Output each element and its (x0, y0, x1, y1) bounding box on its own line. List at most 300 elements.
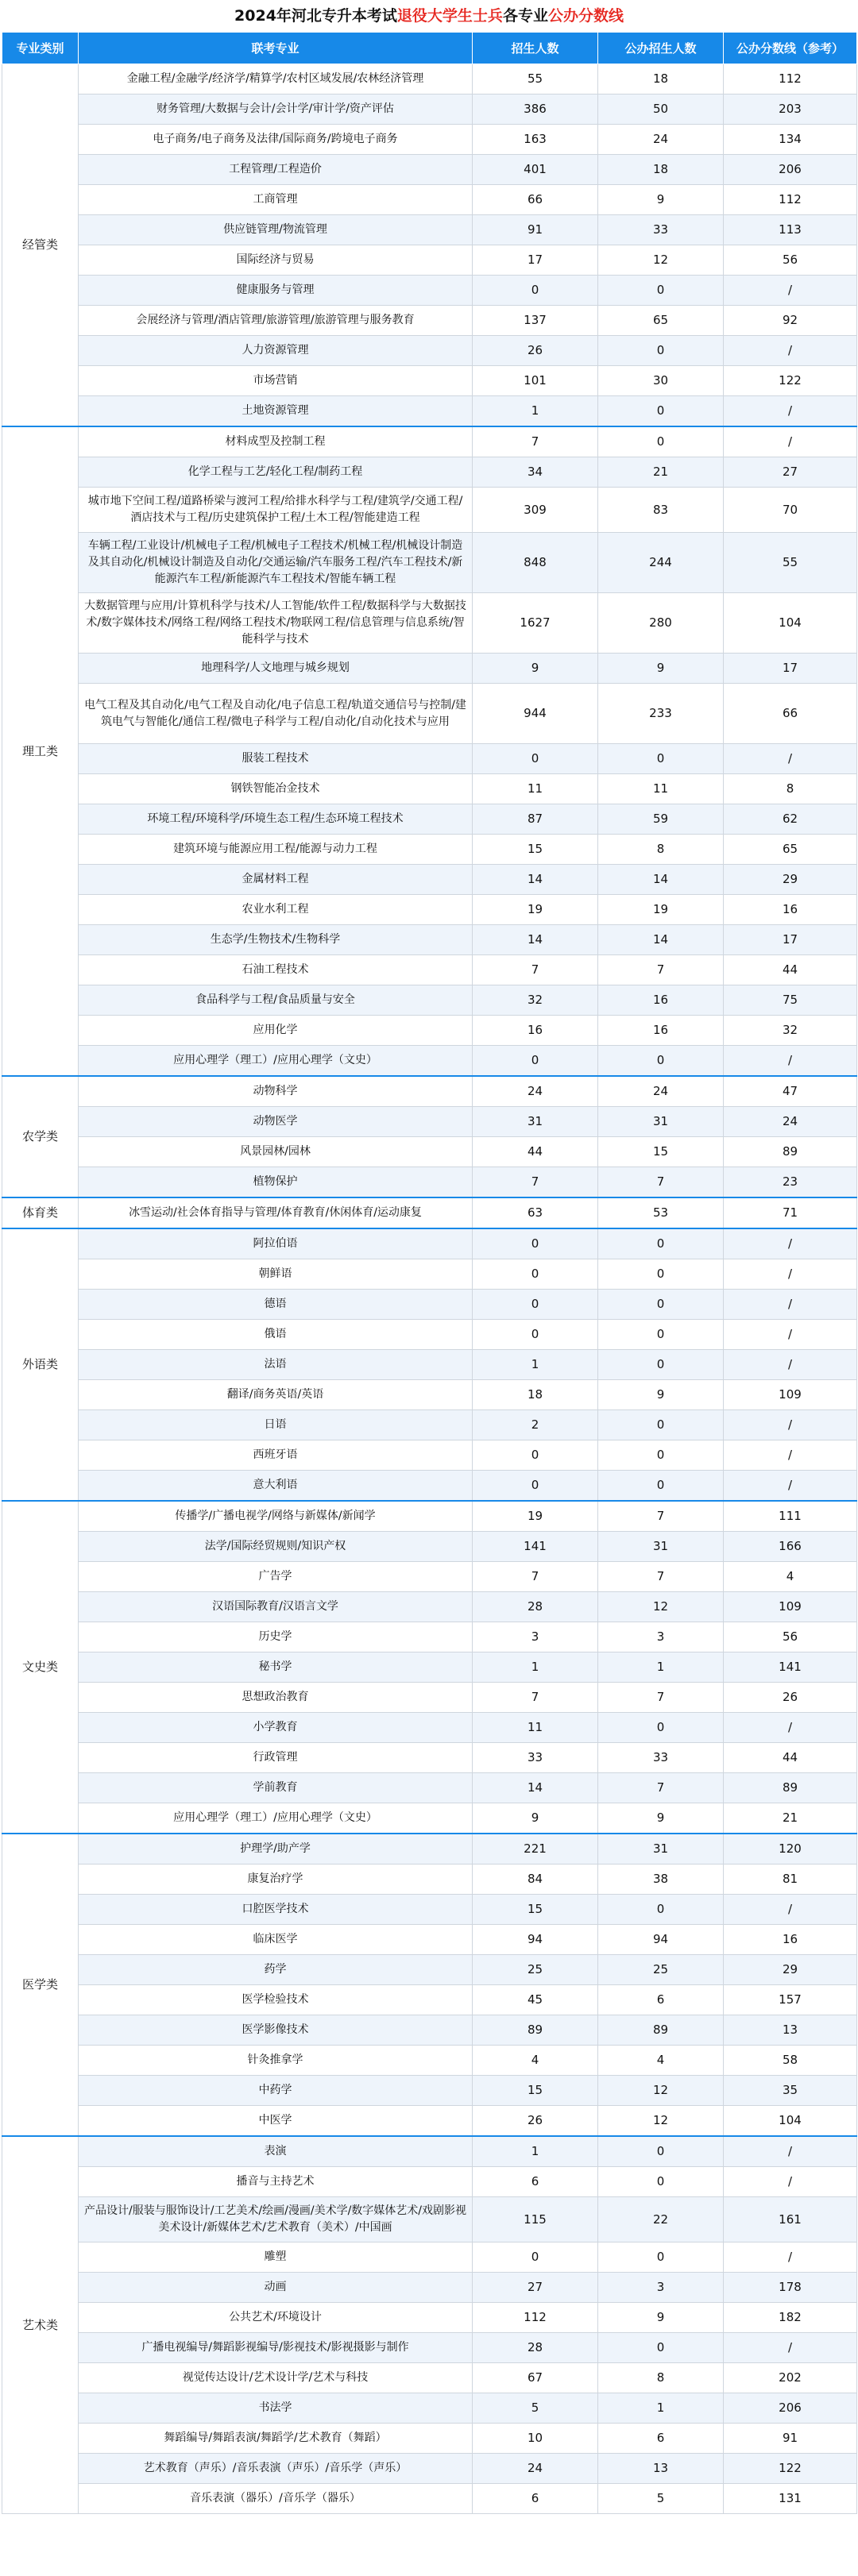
table-row (2, 1016, 857, 1046)
public-score-cell: 71 (724, 1197, 857, 1228)
public-enroll-cell: 12 (598, 1592, 724, 1622)
public-score-cell: 122 (724, 366, 857, 396)
category-cell: 理工类 (2, 426, 79, 1076)
table-row (2, 985, 857, 1016)
public-score-cell: 35 (724, 2076, 857, 2106)
enroll-cell: 3 (473, 1622, 598, 1652)
public-score-cell: 182 (724, 2303, 857, 2333)
table-row (2, 1471, 857, 1502)
public-score-cell: 131 (724, 2484, 857, 2514)
public-enroll-cell: 65 (598, 306, 724, 336)
category-cell: 经管类 (2, 64, 79, 427)
enroll-cell: 0 (473, 1290, 598, 1320)
major-cell: 针灸推拿学 (79, 2046, 473, 2076)
enroll-cell: 94 (473, 1925, 598, 1955)
major-cell: 大数据管理与应用/计算机科学与技术/人工智能/软件工程/数据科学与大数据技术/数字媒体技术/网络工程/网络工程技术/物联网工程/信息管理与信息系统/智能科学与技术 (79, 593, 473, 654)
public-enroll-cell: 1 (598, 1652, 724, 1683)
major-cell: 小学教育 (79, 1713, 473, 1743)
public-enroll-cell: 50 (598, 94, 724, 125)
major-cell: 学前教育 (79, 1773, 473, 1803)
public-enroll-cell: 8 (598, 2363, 724, 2393)
enroll-cell: 15 (473, 835, 598, 865)
table-row (2, 2333, 857, 2363)
major-cell: 书法学 (79, 2393, 473, 2424)
major-cell: 意大利语 (79, 1471, 473, 1502)
major-cell: 视觉传达设计/艺术设计学/艺术与科技 (79, 2363, 473, 2393)
enroll-cell: 1 (473, 2136, 598, 2167)
public-enroll-cell: 7 (598, 1683, 724, 1713)
public-score-cell: 157 (724, 1985, 857, 2015)
enroll-cell: 11 (473, 774, 598, 804)
major-cell: 化学工程与工艺/轻化工程/制药工程 (79, 457, 473, 488)
enroll-cell: 24 (473, 1076, 598, 1107)
public-enroll-cell: 31 (598, 1107, 724, 1137)
table-row (2, 2076, 857, 2106)
public-enroll-cell: 0 (598, 1895, 724, 1925)
public-enroll-cell: 59 (598, 804, 724, 835)
public-enroll-cell: 0 (598, 1410, 724, 1440)
public-score-cell: 122 (724, 2454, 857, 2484)
public-score-cell: / (724, 1895, 857, 1925)
table-row (2, 1834, 857, 1865)
public-enroll-cell: 233 (598, 684, 724, 744)
public-enroll-cell: 33 (598, 215, 724, 245)
enroll-cell: 31 (473, 1107, 598, 1137)
public-enroll-cell: 16 (598, 985, 724, 1016)
public-score-cell: / (724, 1320, 857, 1350)
public-enroll-cell: 14 (598, 925, 724, 955)
table-row (2, 1592, 857, 1622)
enroll-cell: 112 (473, 2303, 598, 2333)
table-row (2, 1622, 857, 1652)
public-enroll-cell: 18 (598, 155, 724, 185)
major-cell: 德语 (79, 1290, 473, 1320)
title-highlight-soldier: 退役大学生士兵 (396, 7, 503, 25)
major-cell: 传播学/广播电视学/网络与新媒体/新闻学 (79, 1501, 473, 1532)
public-enroll-cell: 9 (598, 654, 724, 684)
public-score-cell: 21 (724, 1803, 857, 1834)
public-score-cell: / (724, 1410, 857, 1440)
table-row (2, 1683, 857, 1713)
table-row (2, 2242, 857, 2273)
public-enroll-cell: 12 (598, 2106, 724, 2137)
public-score-cell: / (724, 1713, 857, 1743)
enroll-cell: 7 (473, 1562, 598, 1592)
public-enroll-cell: 21 (598, 457, 724, 488)
enroll-cell: 84 (473, 1865, 598, 1895)
table-row (2, 654, 857, 684)
public-score-cell: 120 (724, 1834, 857, 1865)
public-score-cell: / (724, 1228, 857, 1259)
public-score-cell: 26 (724, 1683, 857, 1713)
public-enroll-cell: 83 (598, 488, 724, 533)
table-row (2, 1320, 857, 1350)
major-cell: 土地资源管理 (79, 396, 473, 427)
table-row (2, 865, 857, 895)
major-cell: 艺术教育（声乐）/音乐表演（声乐）/音乐学（声乐） (79, 2454, 473, 2484)
table-row (2, 1955, 857, 1985)
enroll-cell: 14 (473, 865, 598, 895)
enroll-cell: 163 (473, 125, 598, 155)
table-row (2, 1501, 857, 1532)
table-row (2, 1865, 857, 1895)
public-enroll-cell: 31 (598, 1834, 724, 1865)
enroll-cell: 0 (473, 1320, 598, 1350)
major-cell: 行政管理 (79, 1743, 473, 1773)
public-score-cell: 62 (724, 804, 857, 835)
public-enroll-cell: 13 (598, 2454, 724, 2484)
public-score-cell: 56 (724, 245, 857, 276)
public-enroll-cell: 0 (598, 2242, 724, 2273)
public-score-cell: 104 (724, 2106, 857, 2137)
table-row (2, 426, 857, 457)
public-score-cell: 109 (724, 1592, 857, 1622)
public-enroll-cell: 94 (598, 1925, 724, 1955)
public-score-cell: / (724, 2136, 857, 2167)
enroll-cell: 6 (473, 2484, 598, 2514)
enroll-cell: 67 (473, 2363, 598, 2393)
table-row (2, 1895, 857, 1925)
public-score-cell: 8 (724, 774, 857, 804)
enroll-cell: 0 (473, 1440, 598, 1471)
major-cell: 生态学/生物技术/生物科学 (79, 925, 473, 955)
enroll-cell: 17 (473, 245, 598, 276)
header-category: 专业类别 (2, 33, 79, 64)
enroll-cell: 10 (473, 2424, 598, 2454)
table-row (2, 1440, 857, 1471)
major-cell: 食品科学与工程/食品质量与安全 (79, 985, 473, 1016)
public-enroll-cell: 244 (598, 533, 724, 593)
public-enroll-cell: 22 (598, 2197, 724, 2242)
major-cell: 俄语 (79, 1320, 473, 1350)
major-cell: 城市地下空间工程/道路桥梁与渡河工程/给排水科学与工程/建筑学/交通工程/酒店技术与工程/历史建筑保护工程/土木工程/智能建造工程 (79, 488, 473, 533)
major-cell: 应用心理学（理工）/应用心理学（文史） (79, 1046, 473, 1077)
table-row (2, 155, 857, 185)
enroll-cell: 0 (473, 1228, 598, 1259)
public-enroll-cell: 12 (598, 245, 724, 276)
public-score-cell: 206 (724, 155, 857, 185)
public-score-cell: / (724, 2333, 857, 2363)
public-score-cell: 29 (724, 865, 857, 895)
public-enroll-cell: 24 (598, 125, 724, 155)
public-score-cell: 44 (724, 1743, 857, 1773)
major-cell: 思想政治教育 (79, 1683, 473, 1713)
major-cell: 金融工程/金融学/经济学/精算学/农村区域发展/农林经济管理 (79, 64, 473, 94)
public-enroll-cell: 4 (598, 2046, 724, 2076)
major-cell: 服装工程技术 (79, 744, 473, 774)
major-cell: 会展经济与管理/酒店管理/旅游管理/旅游管理与服务教育 (79, 306, 473, 336)
table-body (2, 64, 857, 2514)
table-row (2, 1046, 857, 1077)
public-score-cell: 81 (724, 1865, 857, 1895)
major-cell: 护理学/助产学 (79, 1834, 473, 1865)
enroll-cell: 944 (473, 684, 598, 744)
public-score-cell: 109 (724, 1380, 857, 1410)
public-score-cell: 17 (724, 925, 857, 955)
enroll-cell: 137 (473, 306, 598, 336)
major-cell: 材料成型及控制工程 (79, 426, 473, 457)
major-cell: 翻译/商务英语/英语 (79, 1380, 473, 1410)
public-score-cell: 113 (724, 215, 857, 245)
public-enroll-cell: 3 (598, 2273, 724, 2303)
table-row (2, 2484, 857, 2514)
table-row (2, 2393, 857, 2424)
category-cell: 文史类 (2, 1501, 79, 1834)
public-enroll-cell: 7 (598, 1773, 724, 1803)
public-score-cell: 32 (724, 1016, 857, 1046)
public-score-cell: / (724, 1259, 857, 1290)
enroll-cell: 63 (473, 1197, 598, 1228)
public-score-cell: / (724, 396, 857, 427)
public-score-cell: 16 (724, 1925, 857, 1955)
major-cell: 工程管理/工程造价 (79, 155, 473, 185)
major-cell: 药学 (79, 1955, 473, 1985)
public-score-cell: / (724, 1046, 857, 1077)
table-row (2, 2454, 857, 2484)
public-score-cell: 56 (724, 1622, 857, 1652)
table-row (2, 1925, 857, 1955)
enroll-cell: 14 (473, 1773, 598, 1803)
table-row (2, 396, 857, 427)
public-score-cell: 44 (724, 955, 857, 985)
table-row (2, 1228, 857, 1259)
major-cell: 汉语国际教育/汉语言文学 (79, 1592, 473, 1622)
major-cell: 环境工程/环境科学/环境生态工程/生态环境工程技术 (79, 804, 473, 835)
page-title (0, 0, 858, 32)
table-row (2, 955, 857, 985)
public-score-cell: / (724, 336, 857, 366)
public-enroll-cell: 7 (598, 1167, 724, 1198)
major-cell: 金属材料工程 (79, 865, 473, 895)
public-enroll-cell: 0 (598, 1290, 724, 1320)
enroll-cell: 141 (473, 1532, 598, 1562)
table-row (2, 2273, 857, 2303)
public-score-cell: 13 (724, 2015, 857, 2046)
table-row (2, 925, 857, 955)
major-cell: 产品设计/服装与服饰设计/工艺美术/绘画/漫画/美术学/数字媒体艺术/戏剧影视美术设计/新媒体艺术/艺术教育（美术）/中国画 (79, 2197, 473, 2242)
enroll-cell: 44 (473, 1137, 598, 1167)
public-score-cell: 29 (724, 1955, 857, 1985)
public-enroll-cell: 53 (598, 1197, 724, 1228)
major-cell: 广告学 (79, 1562, 473, 1592)
table-row (2, 306, 857, 336)
table-row (2, 215, 857, 245)
major-cell: 人力资源管理 (79, 336, 473, 366)
public-enroll-cell: 8 (598, 835, 724, 865)
major-cell: 雕塑 (79, 2242, 473, 2273)
public-score-cell: 75 (724, 985, 857, 1016)
enroll-cell: 0 (473, 1259, 598, 1290)
major-cell: 石油工程技术 (79, 955, 473, 985)
public-score-cell: 141 (724, 1652, 857, 1683)
table-row (2, 245, 857, 276)
enroll-cell: 19 (473, 1501, 598, 1532)
public-score-cell: 47 (724, 1076, 857, 1107)
table-row (2, 744, 857, 774)
enroll-cell: 1 (473, 1350, 598, 1380)
public-enroll-cell: 33 (598, 1743, 724, 1773)
table-row (2, 457, 857, 488)
public-enroll-cell: 3 (598, 1622, 724, 1652)
public-enroll-cell: 0 (598, 1046, 724, 1077)
public-score-cell: 70 (724, 488, 857, 533)
major-cell: 医学检验技术 (79, 1985, 473, 2015)
title-middle: 各专业 (502, 7, 548, 25)
major-cell: 朝鲜语 (79, 1259, 473, 1290)
major-cell: 风景园林/园林 (79, 1137, 473, 1167)
table-row (2, 2015, 857, 2046)
public-enroll-cell: 12 (598, 2076, 724, 2106)
public-score-cell: 92 (724, 306, 857, 336)
public-score-cell: / (724, 1471, 857, 1502)
table-row (2, 125, 857, 155)
table-row (2, 1532, 857, 1562)
enroll-cell: 14 (473, 925, 598, 955)
public-score-cell: 134 (724, 125, 857, 155)
public-score-cell: 66 (724, 684, 857, 744)
table-row (2, 533, 857, 593)
enroll-cell: 848 (473, 533, 598, 593)
table-row (2, 1107, 857, 1137)
major-cell: 日语 (79, 1410, 473, 1440)
major-cell: 工商管理 (79, 185, 473, 215)
table-row (2, 1773, 857, 1803)
table-row (2, 1410, 857, 1440)
public-enroll-cell: 7 (598, 1501, 724, 1532)
public-score-cell: 24 (724, 1107, 857, 1137)
major-cell: 财务管理/大数据与会计/会计学/审计学/资产评估 (79, 94, 473, 125)
enroll-cell: 87 (473, 804, 598, 835)
enroll-cell: 9 (473, 1803, 598, 1834)
public-score-cell: / (724, 1440, 857, 1471)
public-enroll-cell: 9 (598, 1380, 724, 1410)
major-cell: 医学影像技术 (79, 2015, 473, 2046)
major-cell: 应用化学 (79, 1016, 473, 1046)
major-cell: 音乐表演（器乐）/音乐学（器乐） (79, 2484, 473, 2514)
enroll-cell: 18 (473, 1380, 598, 1410)
enroll-cell: 9 (473, 654, 598, 684)
public-enroll-cell: 0 (598, 336, 724, 366)
public-enroll-cell: 0 (598, 1320, 724, 1350)
public-score-cell: 89 (724, 1773, 857, 1803)
enroll-cell: 11 (473, 1713, 598, 1743)
public-score-cell: 27 (724, 457, 857, 488)
table-row (2, 1290, 857, 1320)
major-cell: 地理科学/人文地理与城乡规划 (79, 654, 473, 684)
enroll-cell: 0 (473, 1046, 598, 1077)
header-public-enroll: 公办招生人数 (598, 33, 724, 64)
enroll-cell: 89 (473, 2015, 598, 2046)
enroll-cell: 401 (473, 155, 598, 185)
enroll-cell: 1 (473, 396, 598, 427)
public-score-cell: / (724, 744, 857, 774)
public-score-cell: / (724, 1350, 857, 1380)
enroll-cell: 16 (473, 1016, 598, 1046)
public-score-cell: 112 (724, 64, 857, 94)
major-cell: 电子商务/电子商务及法律/国际商务/跨境电子商务 (79, 125, 473, 155)
major-cell: 农业水利工程 (79, 895, 473, 925)
public-enroll-cell: 89 (598, 2015, 724, 2046)
public-score-cell: 16 (724, 895, 857, 925)
major-cell: 历史学 (79, 1622, 473, 1652)
title-prefix: 2024年河北专升本考试 (234, 7, 397, 25)
major-cell: 阿拉伯语 (79, 1228, 473, 1259)
enroll-cell: 5 (473, 2393, 598, 2424)
public-score-cell: / (724, 276, 857, 306)
public-enroll-cell: 7 (598, 955, 724, 985)
major-cell: 公共艺术/环境设计 (79, 2303, 473, 2333)
enroll-cell: 221 (473, 1834, 598, 1865)
table-row (2, 64, 857, 94)
public-score-cell: 17 (724, 654, 857, 684)
public-enroll-cell: 280 (598, 593, 724, 654)
major-cell: 建筑环境与能源应用工程/能源与动力工程 (79, 835, 473, 865)
public-enroll-cell: 11 (598, 774, 724, 804)
enroll-cell: 309 (473, 488, 598, 533)
header-enroll: 招生人数 (473, 33, 598, 64)
major-cell: 国际经济与贸易 (79, 245, 473, 276)
table-row (2, 2046, 857, 2076)
public-score-cell: 89 (724, 1137, 857, 1167)
public-score-cell: 91 (724, 2424, 857, 2454)
table-row (2, 1197, 857, 1228)
enroll-cell: 25 (473, 1955, 598, 1985)
public-enroll-cell: 25 (598, 1955, 724, 1985)
major-cell: 动物医学 (79, 1107, 473, 1137)
table-row (2, 774, 857, 804)
enroll-cell: 32 (473, 985, 598, 1016)
enroll-cell: 28 (473, 1592, 598, 1622)
major-cell: 康复治疗学 (79, 1865, 473, 1895)
major-cell: 中医学 (79, 2106, 473, 2137)
public-enroll-cell: 15 (598, 1137, 724, 1167)
major-cell: 西班牙语 (79, 1440, 473, 1471)
major-cell: 动物科学 (79, 1076, 473, 1107)
public-enroll-cell: 24 (598, 1076, 724, 1107)
enroll-cell: 7 (473, 1167, 598, 1198)
title-highlight-public: 公办分数线 (547, 7, 624, 25)
public-enroll-cell: 38 (598, 1865, 724, 1895)
table-row (2, 1713, 857, 1743)
table-row (2, 336, 857, 366)
table-row (2, 1380, 857, 1410)
enroll-cell: 34 (473, 457, 598, 488)
public-enroll-cell: 0 (598, 1471, 724, 1502)
table-row (2, 1985, 857, 2015)
table-row (2, 593, 857, 654)
public-score-cell: 65 (724, 835, 857, 865)
enroll-cell: 7 (473, 426, 598, 457)
public-score-cell: 104 (724, 593, 857, 654)
public-enroll-cell: 0 (598, 426, 724, 457)
category-cell: 农学类 (2, 1076, 79, 1197)
major-cell: 中药学 (79, 2076, 473, 2106)
major-cell: 秘书学 (79, 1652, 473, 1683)
public-enroll-cell: 16 (598, 1016, 724, 1046)
enroll-cell: 4 (473, 2046, 598, 2076)
enroll-cell: 27 (473, 2273, 598, 2303)
table-row (2, 684, 857, 744)
table-row (2, 1350, 857, 1380)
major-cell: 广播电视编导/舞蹈影视编导/影视技术/影视摄影与制作 (79, 2333, 473, 2363)
header-major: 联考专业 (79, 33, 473, 64)
major-cell: 应用心理学（理工）/应用心理学（文史） (79, 1803, 473, 1834)
public-enroll-cell: 31 (598, 1532, 724, 1562)
score-table (2, 32, 857, 2514)
public-score-cell: 206 (724, 2393, 857, 2424)
public-enroll-cell: 0 (598, 276, 724, 306)
public-enroll-cell: 9 (598, 185, 724, 215)
